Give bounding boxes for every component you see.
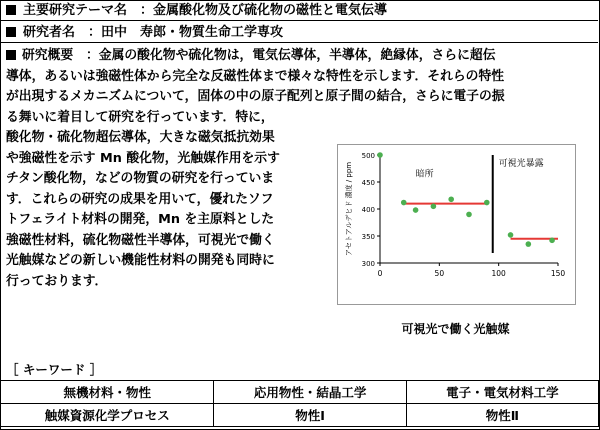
overview-line: 酸化物・硫化物超伝導体，大きな磁気抵抗効果 [6, 130, 275, 145]
keyword-cell: 物性Ⅰ [214, 404, 406, 427]
photocatalyst-chart [337, 144, 576, 305]
overview-line: や強磁性を示す Mn 酸化物，光触媒作用を示す [6, 150, 280, 166]
data-point [526, 241, 532, 247]
bullet-square-icon [6, 5, 16, 15]
data-point [549, 238, 555, 244]
y-tick-label: 500 [361, 152, 375, 160]
keywords-row [1, 381, 599, 404]
data-point [466, 212, 472, 218]
overview-line: す．これらの研究の成果を用いて，優れたソフ [6, 191, 274, 207]
data-point [448, 196, 454, 202]
x-tick-label: 150 [550, 269, 566, 278]
chart-caption: 可視光で働く光触媒 [401, 322, 510, 336]
keyword-cell: 応用物性・結晶工学 [214, 381, 406, 404]
keyword-cell: 電子・電気材料工学 [406, 381, 598, 404]
data-point [377, 152, 383, 158]
data-point [484, 200, 490, 206]
chart-svg [338, 145, 575, 304]
data-point [413, 207, 419, 213]
overview-line: 導体，あるいは強磁性体から完全な反磁性体まで様々な特性を示します．それらの特性 [6, 68, 505, 84]
bullet-square-icon [6, 27, 16, 37]
researcher-row [0, 22, 598, 43]
overview-line: チタン酸化物，などの物質の研究を行っていま [6, 171, 275, 186]
x-tick-label: 100 [491, 269, 506, 278]
chart-annotation: 可視光暴露 [498, 158, 544, 169]
data-point [401, 200, 407, 206]
overview-line: 強磁性材料，硫化物磁性半導体，可視光で働く [6, 232, 275, 248]
y-tick-label: 300 [361, 260, 375, 268]
x-tick-label: 0 [377, 269, 383, 278]
overview-line: 行っております． [6, 273, 108, 289]
topic-value: ：金属酸化物及び硫化物の磁性と電気伝導 [140, 3, 388, 18]
researcher-label: 研究者名 [23, 25, 76, 40]
keyword-cell: 触媒資源化学プロセス [1, 404, 214, 427]
topic-row [0, 0, 598, 21]
chart-annotation: 暗所 [415, 169, 434, 180]
bullet-square-icon [6, 50, 16, 60]
y-axis-label: アセトアルデヒド 濃度 / ppm [345, 161, 353, 257]
overview-line: トフェライト材料の開発，Mn を主原料とした [6, 212, 275, 227]
y-tick-label: 450 [361, 179, 375, 187]
topic-label: 主要研究テーマ名 [23, 3, 128, 18]
keyword-cell: 無機材料・物性 [1, 381, 214, 404]
researcher-value: ：田中 寿郎・物質生命工学専攻 [88, 25, 284, 40]
y-tick-label: 350 [361, 233, 375, 241]
keywords-label: ［ キーワード ］ [6, 362, 103, 377]
y-tick-label: 400 [361, 206, 375, 214]
overview-line: 光触媒などの新しい機能性材料の開発も同時に [6, 253, 275, 268]
keywords-table [0, 380, 599, 427]
overview-line: 研究概要 ：金属の酸化物や硫化物は，電気伝導体，半導体，絶縁体，さらに超伝 [6, 46, 596, 67]
data-point [431, 204, 437, 210]
data-point [508, 232, 514, 238]
keyword-cell: 物性Ⅱ [406, 404, 598, 427]
x-tick-label: 50 [434, 269, 445, 278]
overview-line: る舞いに着目して研究を行っています．特に， [6, 109, 274, 125]
overview-label: 研究概要 [22, 48, 74, 63]
keywords-row [1, 404, 599, 427]
overview-line: が出現するメカニズムについて，固体の中の原子配列と原子間の結合，さらに電子の振 [6, 89, 505, 104]
